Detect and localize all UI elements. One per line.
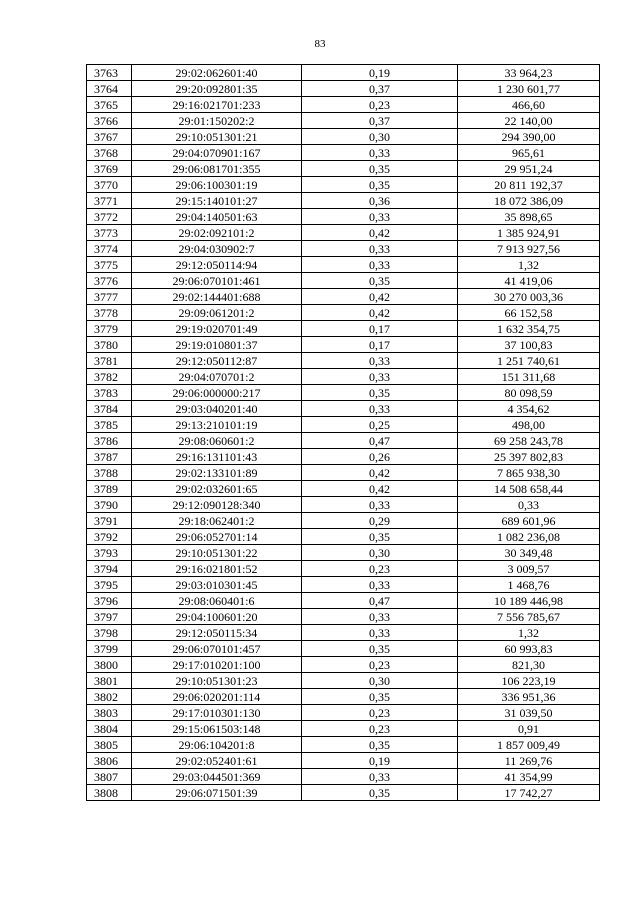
value-cell: 22 140,00 (458, 113, 600, 129)
coefficient-cell: 0,23 (302, 657, 458, 673)
coefficient-cell: 0,19 (302, 753, 458, 769)
cadastral-number-cell: 29:16:131101:43 (132, 449, 302, 465)
coefficient-cell: 0,30 (302, 545, 458, 561)
value-cell: 80 098,59 (458, 385, 600, 401)
value-cell: 18 072 386,09 (458, 193, 600, 209)
value-cell: 821,30 (458, 657, 600, 673)
table-row (87, 97, 600, 113)
value-cell: 69 258 243,78 (458, 433, 600, 449)
cadastral-number-cell: 29:08:060601:2 (132, 433, 302, 449)
row-number-cell: 3763 (87, 65, 132, 81)
value-cell: 1,32 (458, 257, 600, 273)
row-number-cell: 3785 (87, 417, 132, 433)
cadastral-number-cell: 29:06:104201:8 (132, 737, 302, 753)
coefficient-cell: 0,42 (302, 481, 458, 497)
row-number-cell: 3788 (87, 465, 132, 481)
value-cell: 31 039,50 (458, 705, 600, 721)
value-cell: 41 419,06 (458, 273, 600, 289)
table-row (87, 321, 600, 337)
coefficient-cell: 0,23 (302, 705, 458, 721)
coefficient-cell: 0,33 (302, 369, 458, 385)
table-row (87, 657, 600, 673)
value-cell: 965,61 (458, 145, 600, 161)
table-row (87, 145, 600, 161)
row-number-cell: 3773 (87, 225, 132, 241)
row-number-cell: 3771 (87, 193, 132, 209)
value-cell: 1,32 (458, 625, 600, 641)
row-number-cell: 3792 (87, 529, 132, 545)
coefficient-cell: 0,36 (302, 193, 458, 209)
coefficient-cell: 0,30 (302, 673, 458, 689)
cadastral-number-cell: 29:02:032601:65 (132, 481, 302, 497)
row-number-cell: 3769 (87, 161, 132, 177)
cadastral-number-cell: 29:04:140501:63 (132, 209, 302, 225)
cadastral-number-cell: 29:09:061201:2 (132, 305, 302, 321)
row-number-cell: 3776 (87, 273, 132, 289)
cadastral-number-cell: 29:02:092101:2 (132, 225, 302, 241)
value-cell: 1 251 740,61 (458, 353, 600, 369)
coefficient-cell: 0,33 (302, 577, 458, 593)
cadastral-number-cell: 29:16:021801:52 (132, 561, 302, 577)
cadastral-number-cell: 29:15:140101:27 (132, 193, 302, 209)
table-row (87, 609, 600, 625)
table-row (87, 353, 600, 369)
table-row (87, 401, 600, 417)
value-cell: 106 223,19 (458, 673, 600, 689)
value-cell: 466,60 (458, 97, 600, 113)
row-number-cell: 3807 (87, 769, 132, 785)
table-row (87, 705, 600, 721)
table-row (87, 193, 600, 209)
coefficient-cell: 0,33 (302, 769, 458, 785)
coefficient-cell: 0,33 (302, 145, 458, 161)
row-number-cell: 3808 (87, 785, 132, 801)
table-row (87, 433, 600, 449)
cadastral-number-cell: 29:08:060401:6 (132, 593, 302, 609)
value-cell: 41 354,99 (458, 769, 600, 785)
table-row (87, 481, 600, 497)
coefficient-cell: 0,25 (302, 417, 458, 433)
coefficient-cell: 0,35 (302, 161, 458, 177)
value-cell: 0,91 (458, 721, 600, 737)
coefficient-cell: 0,42 (302, 289, 458, 305)
value-cell: 1 230 601,77 (458, 81, 600, 97)
table-row (87, 673, 600, 689)
value-cell: 60 993,83 (458, 641, 600, 657)
cadastral-number-cell: 29:16:021701:233 (132, 97, 302, 113)
value-cell: 17 742,27 (458, 785, 600, 801)
row-number-cell: 3784 (87, 401, 132, 417)
cadastral-number-cell: 29:18:062401:2 (132, 513, 302, 529)
row-number-cell: 3805 (87, 737, 132, 753)
value-cell: 7 913 927,56 (458, 241, 600, 257)
table-row (87, 449, 600, 465)
value-cell: 294 390,00 (458, 129, 600, 145)
table-row (87, 545, 600, 561)
table-row (87, 385, 600, 401)
table-row (87, 625, 600, 641)
table-row (87, 497, 600, 513)
cadastral-number-cell: 29:06:081701:355 (132, 161, 302, 177)
row-number-cell: 3794 (87, 561, 132, 577)
coefficient-cell: 0,33 (302, 209, 458, 225)
value-cell: 33 964,23 (458, 65, 600, 81)
value-cell: 37 100,83 (458, 337, 600, 353)
value-cell: 1 385 924,91 (458, 225, 600, 241)
cadastral-number-cell: 29:12:050114:94 (132, 257, 302, 273)
cadastral-number-cell: 29:10:051301:22 (132, 545, 302, 561)
cadastral-number-cell: 29:15:061503:148 (132, 721, 302, 737)
cadastral-number-cell: 29:10:051301:23 (132, 673, 302, 689)
value-cell: 498,00 (458, 417, 600, 433)
cadastral-number-cell: 29:03:040201:40 (132, 401, 302, 417)
row-number-cell: 3777 (87, 289, 132, 305)
table-row (87, 769, 600, 785)
value-cell: 3 009,57 (458, 561, 600, 577)
coefficient-cell: 0,33 (302, 353, 458, 369)
table-row (87, 209, 600, 225)
table-row (87, 369, 600, 385)
coefficient-cell: 0,33 (302, 401, 458, 417)
cadastral-number-cell: 29:06:100301:19 (132, 177, 302, 193)
row-number-cell: 3765 (87, 97, 132, 113)
table-row (87, 561, 600, 577)
row-number-cell: 3783 (87, 385, 132, 401)
row-number-cell: 3770 (87, 177, 132, 193)
cadastral-number-cell: 29:02:062601:40 (132, 65, 302, 81)
value-cell: 29 951,24 (458, 161, 600, 177)
value-cell: 7 556 785,67 (458, 609, 600, 625)
coefficient-cell: 0,35 (302, 641, 458, 657)
table-row (87, 129, 600, 145)
row-number-cell: 3786 (87, 433, 132, 449)
coefficient-cell: 0,33 (302, 497, 458, 513)
cadastral-number-cell: 29:04:100601:20 (132, 609, 302, 625)
coefficient-cell: 0,30 (302, 129, 458, 145)
coefficient-cell: 0,37 (302, 81, 458, 97)
coefficient-cell: 0,33 (302, 609, 458, 625)
row-number-cell: 3806 (87, 753, 132, 769)
cadastral-number-cell: 29:10:051301:21 (132, 129, 302, 145)
value-cell: 336 951,36 (458, 689, 600, 705)
table-row (87, 177, 600, 193)
row-number-cell: 3803 (87, 705, 132, 721)
table-row (87, 241, 600, 257)
cadastral-number-cell: 29:13:210101:19 (132, 417, 302, 433)
cadastral-number-cell: 29:06:000000:217 (132, 385, 302, 401)
cadastral-number-cell: 29:12:050112:87 (132, 353, 302, 369)
cadastral-number-cell: 29:06:070101:457 (132, 641, 302, 657)
table-row (87, 641, 600, 657)
cadastral-number-cell: 29:03:044501:369 (132, 769, 302, 785)
row-number-cell: 3791 (87, 513, 132, 529)
value-cell: 11 269,76 (458, 753, 600, 769)
table-row (87, 737, 600, 753)
coefficient-cell: 0,23 (302, 97, 458, 113)
table-row (87, 257, 600, 273)
row-number-cell: 3766 (87, 113, 132, 129)
row-number-cell: 3768 (87, 145, 132, 161)
table-row (87, 225, 600, 241)
cadastral-number-cell: 29:01:150202:2 (132, 113, 302, 129)
coefficient-cell: 0,35 (302, 737, 458, 753)
value-cell: 1 632 354,75 (458, 321, 600, 337)
table-row (87, 161, 600, 177)
row-number-cell: 3795 (87, 577, 132, 593)
row-number-cell: 3798 (87, 625, 132, 641)
row-number-cell: 3796 (87, 593, 132, 609)
row-number-cell: 3799 (87, 641, 132, 657)
table-row (87, 753, 600, 769)
table-row (87, 337, 600, 353)
row-number-cell: 3804 (87, 721, 132, 737)
coefficient-cell: 0,42 (302, 225, 458, 241)
table-row (87, 305, 600, 321)
value-cell: 25 397 802,83 (458, 449, 600, 465)
cadastral-number-cell: 29:04:070701:2 (132, 369, 302, 385)
cadastral-number-cell: 29:02:144401:688 (132, 289, 302, 305)
table-row (87, 417, 600, 433)
value-cell: 689 601,96 (458, 513, 600, 529)
row-number-cell: 3790 (87, 497, 132, 513)
table-row (87, 721, 600, 737)
row-number-cell: 3782 (87, 369, 132, 385)
data-table (86, 64, 600, 801)
coefficient-cell: 0,17 (302, 321, 458, 337)
coefficient-cell: 0,35 (302, 177, 458, 193)
value-cell: 30 349,48 (458, 545, 600, 561)
row-number-cell: 3764 (87, 81, 132, 97)
row-number-cell: 3800 (87, 657, 132, 673)
coefficient-cell: 0,35 (302, 785, 458, 801)
cadastral-number-cell: 29:02:133101:89 (132, 465, 302, 481)
value-cell: 20 811 192,37 (458, 177, 600, 193)
table-row (87, 513, 600, 529)
table-row (87, 593, 600, 609)
row-number-cell: 3767 (87, 129, 132, 145)
page-number: 83 (314, 38, 326, 50)
coefficient-cell: 0,17 (302, 337, 458, 353)
row-number-cell: 3801 (87, 673, 132, 689)
coefficient-cell: 0,33 (302, 257, 458, 273)
coefficient-cell: 0,33 (302, 625, 458, 641)
coefficient-cell: 0,35 (302, 689, 458, 705)
cadastral-number-cell: 29:19:010801:37 (132, 337, 302, 353)
row-number-cell: 3772 (87, 209, 132, 225)
cadastral-number-cell: 29:04:030902:7 (132, 241, 302, 257)
row-number-cell: 3779 (87, 321, 132, 337)
coefficient-cell: 0,23 (302, 721, 458, 737)
cadastral-number-cell: 29:04:070901:167 (132, 145, 302, 161)
coefficient-cell: 0,29 (302, 513, 458, 529)
row-number-cell: 3780 (87, 337, 132, 353)
cadastral-number-cell: 29:20:092801:35 (132, 81, 302, 97)
cadastral-number-cell: 29:06:020201:114 (132, 689, 302, 705)
table-row (87, 113, 600, 129)
value-cell: 30 270 003,36 (458, 289, 600, 305)
coefficient-cell: 0,26 (302, 449, 458, 465)
cadastral-number-cell: 29:17:010201:100 (132, 657, 302, 673)
coefficient-cell: 0,42 (302, 305, 458, 321)
row-number-cell: 3793 (87, 545, 132, 561)
row-number-cell: 3781 (87, 353, 132, 369)
cadastral-number-cell: 29:12:090128:340 (132, 497, 302, 513)
value-cell: 7 865 938,30 (458, 465, 600, 481)
cadastral-number-cell: 29:06:052701:14 (132, 529, 302, 545)
value-cell: 1 468,76 (458, 577, 600, 593)
value-cell: 1 857 009,49 (458, 737, 600, 753)
table-row (87, 689, 600, 705)
row-number-cell: 3789 (87, 481, 132, 497)
table-row (87, 577, 600, 593)
table-row (87, 289, 600, 305)
value-cell: 151 311,68 (458, 369, 600, 385)
value-cell: 66 152,58 (458, 305, 600, 321)
row-number-cell: 3787 (87, 449, 132, 465)
table-row (87, 81, 600, 97)
table-row (87, 529, 600, 545)
cadastral-number-cell: 29:19:020701:49 (132, 321, 302, 337)
cadastral-number-cell: 29:03:010301:45 (132, 577, 302, 593)
table-row (87, 465, 600, 481)
cadastral-number-cell: 29:12:050115:34 (132, 625, 302, 641)
row-number-cell: 3774 (87, 241, 132, 257)
value-cell: 35 898,65 (458, 209, 600, 225)
table-row (87, 273, 600, 289)
row-number-cell: 3802 (87, 689, 132, 705)
table-body (87, 65, 600, 801)
coefficient-cell: 0,35 (302, 529, 458, 545)
coefficient-cell: 0,19 (302, 65, 458, 81)
coefficient-cell: 0,35 (302, 273, 458, 289)
row-number-cell: 3797 (87, 609, 132, 625)
value-cell: 4 354,62 (458, 401, 600, 417)
cadastral-number-cell: 29:17:010301:130 (132, 705, 302, 721)
coefficient-cell: 0,23 (302, 561, 458, 577)
table-row (87, 65, 600, 81)
cadastral-number-cell: 29:06:071501:39 (132, 785, 302, 801)
cadastral-number-cell: 29:06:070101:461 (132, 273, 302, 289)
cadastral-number-cell: 29:02:052401:61 (132, 753, 302, 769)
coefficient-cell: 0,37 (302, 113, 458, 129)
coefficient-cell: 0,47 (302, 593, 458, 609)
value-cell: 10 189 446,98 (458, 593, 600, 609)
coefficient-cell: 0,35 (302, 385, 458, 401)
coefficient-cell: 0,42 (302, 465, 458, 481)
row-number-cell: 3778 (87, 305, 132, 321)
table-row (87, 785, 600, 801)
coefficient-cell: 0,47 (302, 433, 458, 449)
coefficient-cell: 0,33 (302, 241, 458, 257)
row-number-cell: 3775 (87, 257, 132, 273)
value-cell: 0,33 (458, 497, 600, 513)
value-cell: 14 508 658,44 (458, 481, 600, 497)
value-cell: 1 082 236,08 (458, 529, 600, 545)
